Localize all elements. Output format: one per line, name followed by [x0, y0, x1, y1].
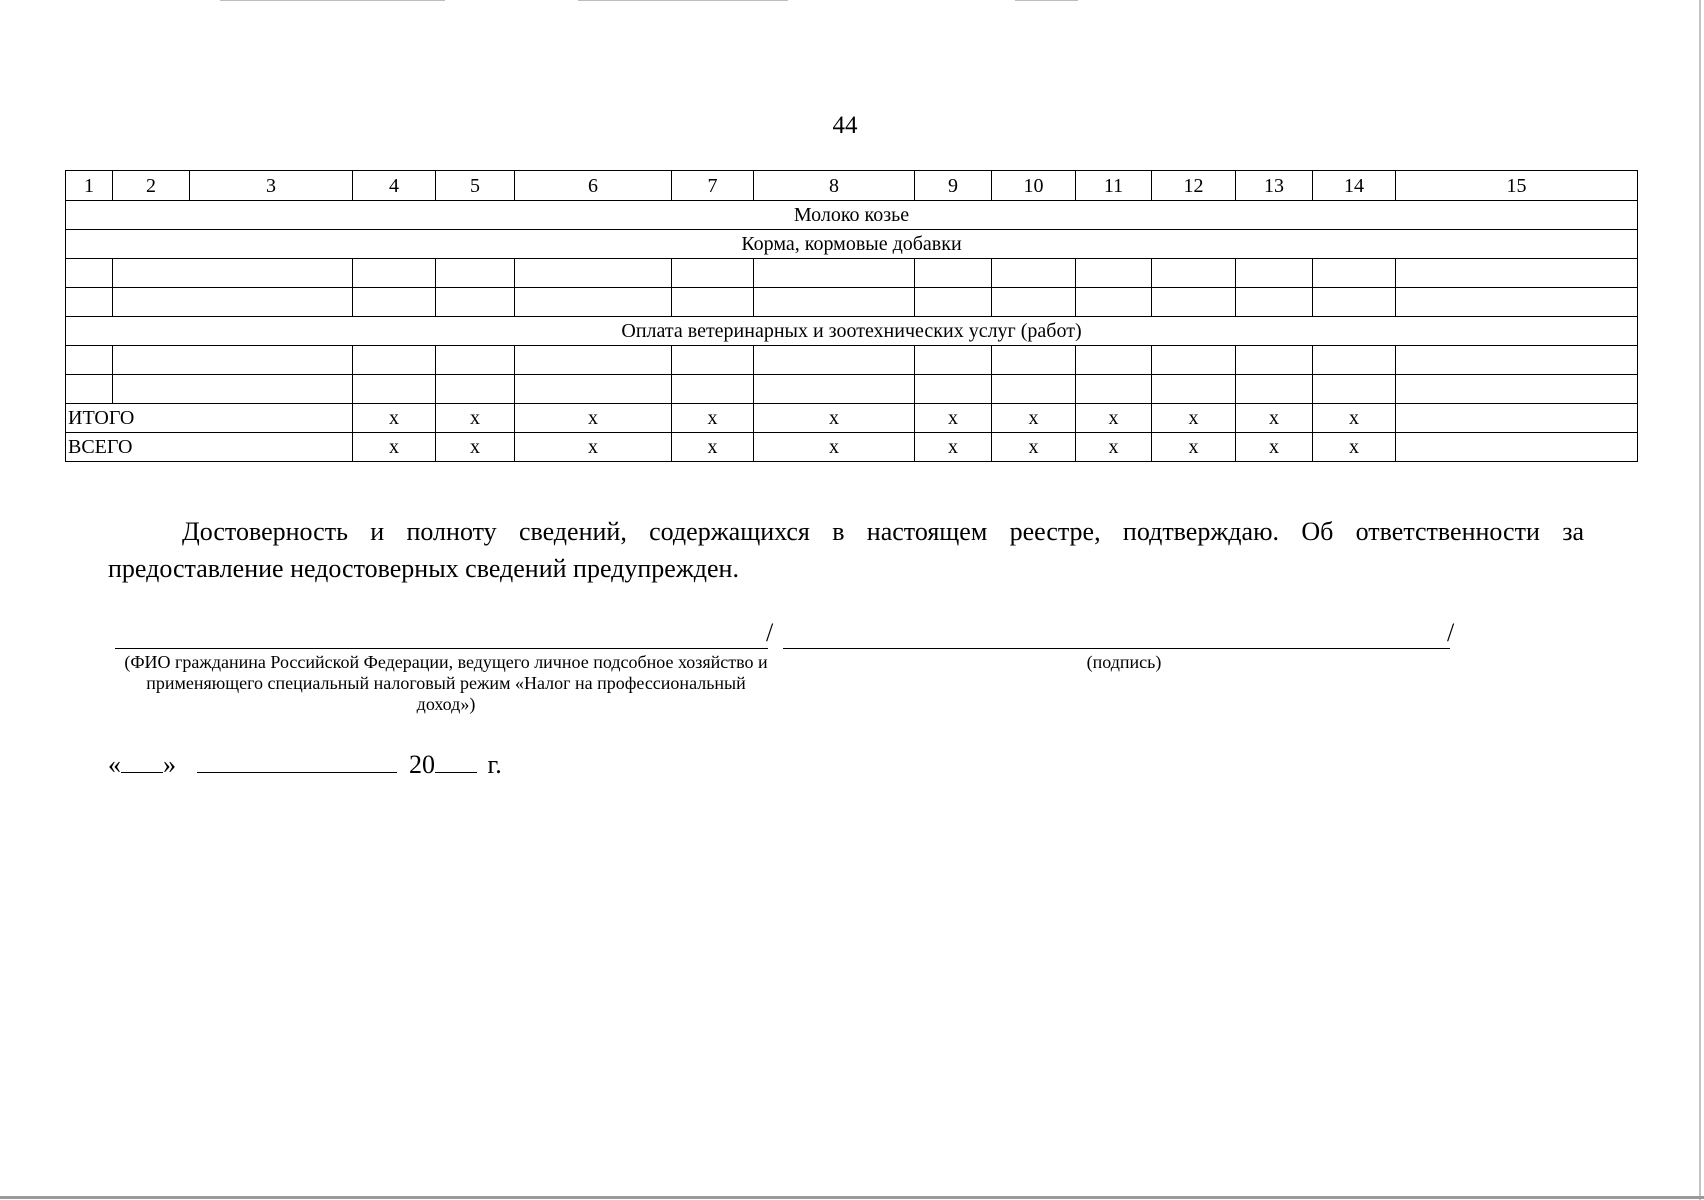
x-mark: x: [353, 433, 436, 462]
table-cell[interactable]: [113, 259, 353, 288]
table-cell[interactable]: [1396, 288, 1638, 317]
x-mark: x: [1152, 404, 1236, 433]
column-number: 7: [672, 171, 754, 201]
x-mark: x: [754, 404, 915, 433]
date-line: [108, 750, 502, 780]
section-row: [66, 317, 1638, 346]
section-row: [66, 201, 1638, 230]
column-number: 14: [1313, 171, 1396, 201]
table-cell[interactable]: [1152, 259, 1236, 288]
table-cell[interactable]: [66, 288, 113, 317]
table-cell[interactable]: [515, 259, 672, 288]
x-mark: x: [515, 404, 672, 433]
x-mark: x: [1076, 433, 1152, 462]
table-row: [66, 346, 1638, 375]
section-title-milk: Молоко козье: [66, 201, 1638, 230]
x-mark: x: [436, 433, 515, 462]
page-border-bottom: [0, 1196, 1704, 1199]
scan-artifact-line: [220, 0, 445, 1]
x-mark: x: [1313, 433, 1396, 462]
table-cell[interactable]: [1152, 288, 1236, 317]
table-cell[interactable]: [754, 288, 915, 317]
table-cell[interactable]: [113, 375, 353, 404]
table-cell[interactable]: [992, 259, 1076, 288]
table-cell[interactable]: [915, 288, 992, 317]
table-cell[interactable]: [66, 346, 113, 375]
x-mark: x: [992, 433, 1076, 462]
table-cell[interactable]: [754, 259, 915, 288]
section-row: [66, 230, 1638, 259]
table-cell[interactable]: [1152, 375, 1236, 404]
date-close-quote: »: [163, 750, 176, 779]
x-mark: x: [1076, 404, 1152, 433]
table-cell[interactable]: [515, 346, 672, 375]
grand-total-value-cell[interactable]: [1396, 433, 1638, 462]
section-title-services: Оплата ветеринарных и зоотехнических услуг (работ): [66, 317, 1638, 346]
x-mark: x: [515, 433, 672, 462]
x-mark: x: [915, 433, 992, 462]
table-cell[interactable]: [1396, 259, 1638, 288]
table-cell[interactable]: [672, 346, 754, 375]
x-mark: x: [1313, 404, 1396, 433]
statement-text: Достоверность и полноту сведений, содержащихся в настоящем реестре, подтверждаю. Об ответственности за предоставление недостоверных сведений предупрежден.: [108, 517, 1584, 583]
table-cell[interactable]: [1076, 259, 1152, 288]
column-number: 4: [353, 171, 436, 201]
x-mark: x: [672, 433, 754, 462]
table-row: [66, 259, 1638, 288]
column-number: 2: [113, 171, 190, 201]
table-cell[interactable]: [1313, 288, 1396, 317]
table-cell[interactable]: [915, 259, 992, 288]
total-row: [66, 404, 1638, 433]
column-number: 3: [190, 171, 353, 201]
table-cell[interactable]: [1236, 259, 1313, 288]
scan-artifact-line: [578, 0, 788, 1]
table-cell[interactable]: [1313, 375, 1396, 404]
table-cell[interactable]: [915, 346, 992, 375]
table-cell[interactable]: [66, 259, 113, 288]
table-cell[interactable]: [992, 375, 1076, 404]
table-cell[interactable]: [1236, 375, 1313, 404]
table-cell[interactable]: [436, 375, 515, 404]
grand-total-label: ВСЕГО: [66, 433, 353, 462]
column-number: 11: [1076, 171, 1152, 201]
x-mark: x: [436, 404, 515, 433]
table-cell[interactable]: [1076, 346, 1152, 375]
fio-caption: (ФИО гражданина Российской Федерации, ведущего личное подсобное хозяйство и применяющего специальный налоговый режим «Налог на профессиональный доход»): [124, 652, 768, 714]
section-title-feed: Корма, кормовые добавки: [66, 230, 1638, 259]
table-cell[interactable]: [66, 375, 113, 404]
year-prefix: 20: [409, 750, 435, 779]
table-cell[interactable]: [672, 259, 754, 288]
table-cell[interactable]: [515, 288, 672, 317]
table-cell[interactable]: [1152, 346, 1236, 375]
column-number: 6: [515, 171, 672, 201]
table-cell[interactable]: [436, 288, 515, 317]
grand-total-row: [66, 433, 1638, 462]
table-row: [66, 375, 1638, 404]
table-cell[interactable]: [1396, 375, 1638, 404]
column-number: 5: [436, 171, 515, 201]
x-mark: x: [1236, 433, 1313, 462]
page-number: 44: [832, 112, 858, 139]
year-suffix: г.: [487, 750, 502, 779]
date-open-quote: «: [108, 750, 121, 779]
column-number: 13: [1236, 171, 1313, 201]
table-cell[interactable]: [1313, 259, 1396, 288]
table-cell[interactable]: [436, 259, 515, 288]
day-field[interactable]: [121, 750, 163, 773]
fio-line[interactable]: [115, 648, 768, 649]
column-number: 9: [915, 171, 992, 201]
column-number-row: [66, 171, 1638, 201]
x-mark: x: [915, 404, 992, 433]
x-mark: x: [672, 404, 754, 433]
register-table: [65, 170, 1638, 462]
table-cell[interactable]: [992, 288, 1076, 317]
table-cell[interactable]: [915, 375, 992, 404]
scan-artifact-line: [1015, 0, 1078, 1]
column-number: 12: [1152, 171, 1236, 201]
table-cell[interactable]: [992, 346, 1076, 375]
column-number: 8: [754, 171, 915, 201]
table-cell[interactable]: [113, 346, 353, 375]
table-cell[interactable]: [1076, 375, 1152, 404]
table-cell[interactable]: [672, 375, 754, 404]
table-cell[interactable]: [353, 375, 436, 404]
table-cell[interactable]: [353, 346, 436, 375]
table-cell[interactable]: [1396, 346, 1638, 375]
x-mark: x: [1152, 433, 1236, 462]
x-mark: x: [992, 404, 1076, 433]
signature-caption: (подпись): [1086, 652, 1162, 672]
table-cell[interactable]: [1313, 346, 1396, 375]
table-row: [66, 288, 1638, 317]
total-value-cell[interactable]: [1396, 404, 1638, 433]
signature-slash: /: [1447, 618, 1455, 647]
month-field[interactable]: [197, 750, 397, 773]
year-field[interactable]: [435, 750, 477, 773]
table-cell[interactable]: [754, 346, 915, 375]
table-cell[interactable]: [672, 288, 754, 317]
fio-slash: /: [766, 618, 774, 647]
table-cell[interactable]: [515, 375, 672, 404]
column-number: 1: [66, 171, 113, 201]
x-mark: x: [353, 404, 436, 433]
signature-line[interactable]: [783, 648, 1450, 649]
total-label: ИТОГО: [66, 404, 353, 433]
table-cell[interactable]: [754, 375, 915, 404]
page-border-right: [1699, 0, 1701, 1200]
table-cell[interactable]: [1236, 346, 1313, 375]
x-mark: x: [1236, 404, 1313, 433]
x-mark: x: [754, 433, 915, 462]
table-cell[interactable]: [1076, 288, 1152, 317]
table-cell[interactable]: [353, 288, 436, 317]
column-number: 15: [1396, 171, 1638, 201]
table-cell[interactable]: [113, 288, 353, 317]
table-cell[interactable]: [353, 259, 436, 288]
table-cell[interactable]: [1236, 288, 1313, 317]
table-cell[interactable]: [436, 346, 515, 375]
column-number: 10: [992, 171, 1076, 201]
statement-paragraph: [108, 513, 1584, 587]
